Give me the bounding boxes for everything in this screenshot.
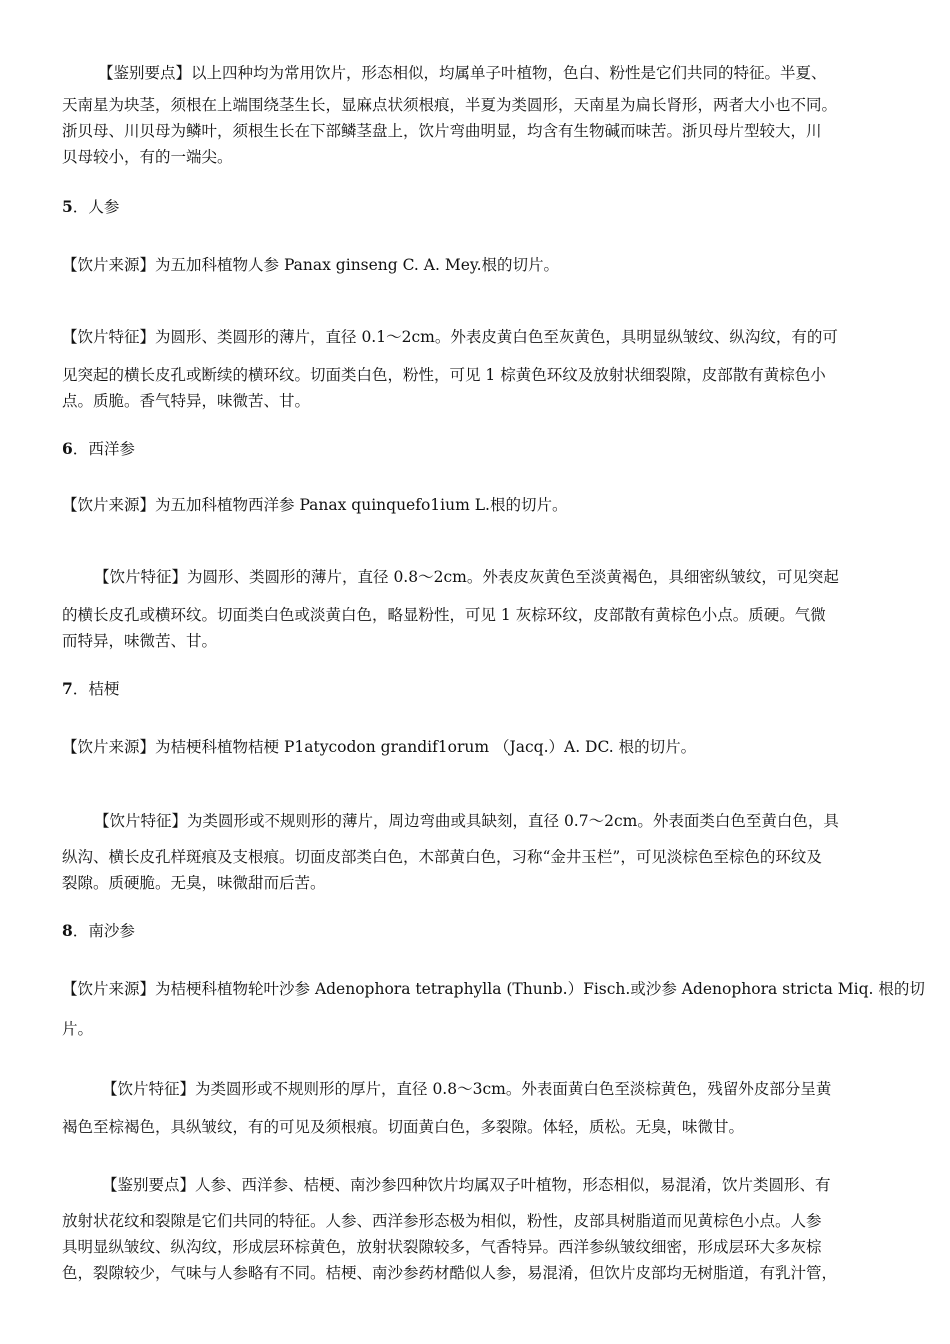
heading-american-ginseng: 6．西洋参 bbox=[62, 439, 135, 458]
paragraph-features-platycodon: 【饮片特征】为类圆形或不规则形的薄片，周边弯曲或具缺刻，直径 0.7～2cm。外表面类白色至黄白色，具 纵沟、横长皮孔样斑痕及支根痕。切面皮部类白色，木部黄白色，习称“金井玉栏”，可见淡棕色至棕色的环纹及 裂隙。质硬脆。无臭，味微甜而后苦。 bbox=[62, 812, 839, 892]
section-label: 【鉴别要点】 bbox=[98, 64, 192, 82]
heading-platycodon: 7．桔梗 bbox=[62, 679, 120, 698]
paragraph-source-ginseng: 【饮片来源】为五加科植物人参 Panax ginseng C. A. Mey.根的切片。 bbox=[62, 256, 560, 274]
paragraph-source-american-ginseng: 【饮片来源】为五加科植物西洋参 Panax quinquefo1ium L.根的切片。 bbox=[62, 496, 568, 514]
paragraph-identification-points-1: 【鉴别要点】以上四种均为常用饮片，形态相似，均属单子叶植物，色白、粉性是它们共同的特征。半夏、 天南星为块茎，须根在上端围绕茎生长，显麻点状须根痕，半夏为类圆形，天南星为扁长肾形，两者大小也不同。 浙贝母、川贝母为鳞叶，须根生长在下部鳞茎盘上，饮片弯曲明显，均含有生物碱而味苦。浙贝母片型较大，川 贝母较小，有的一端尖。 bbox=[62, 64, 838, 166]
paragraph-source-platycodon: 【饮片来源】为桔梗科植物桔梗 P1atycodon grandif1orum （Jacq.）A. DC. 根的切片。 bbox=[62, 738, 697, 756]
paragraph-features-ginseng: 【饮片特征】为圆形、类圆形的薄片，直径 0.1～2cm。外表皮黄白色至灰黄色，具明显纵皱纹、纵沟纹，有的可 见突起的横长皮孔或断续的横环纹。切面类白色，粉性，可见 1 棕黄色环纹及放射状细裂隙，皮部散有黄棕色小 点。质脆。香气特异，味微苦、甘。 bbox=[62, 328, 838, 410]
paragraph-identification-points-2: 【鉴别要点】人参、西洋参、桔梗、南沙参四种饮片均属双子叶植物，形态相似，易混淆，饮片类圆形、有 放射状花纹和裂隙是它们共同的特征。人参、西洋参形态极为相似，粉性，皮部具树脂道而见黄棕色小点。人参 具明显纵皱纹、纵沟纹，形成层环棕黄色，放射状裂隙较多，气香特异。西洋参纵皱纹细密，形成层环大多灰棕 色，裂隙较少，气味与人参略有不同。桔梗、南沙参药材酷似人参，易混淆，但饮片皮部均无树脂道，有乳汁管， bbox=[62, 1176, 838, 1282]
heading-ginseng: 5．人参 bbox=[62, 197, 120, 216]
heading-adenophora: 8．南沙参 bbox=[62, 921, 135, 940]
paragraph-features-adenophora: 【饮片特征】为类圆形或不规则形的厚片，直径 0.8～3cm。外表面黄白色至淡棕黄色，残留外皮部分呈黄 褐色至棕褐色，具纵皱纹，有的可见及须根痕。切面黄白色，多裂隙。体轻，质松。无臭，味微甘。 bbox=[62, 1080, 832, 1136]
paragraph-features-american-ginseng: 【饮片特征】为圆形、类圆形的薄片，直径 0.8～2cm。外表皮灰黄色至淡黄褐色，具细密纵皱纹，可见突起 的横长皮孔或横环纹。切面类白色或淡黄白色，略显粉性，可见 1 灰棕环纹，皮部散有黄棕色小点。质硬。气微 而特异，味微苦、甘。 bbox=[62, 568, 839, 650]
paragraph-source-adenophora: 【饮片来源】为桔梗科植物轮叶沙参 Adenophora tetraphylla (Thunb.）Fisch.或沙参 Adenophora stricta Miq. 根的切 片。 bbox=[62, 980, 925, 1038]
